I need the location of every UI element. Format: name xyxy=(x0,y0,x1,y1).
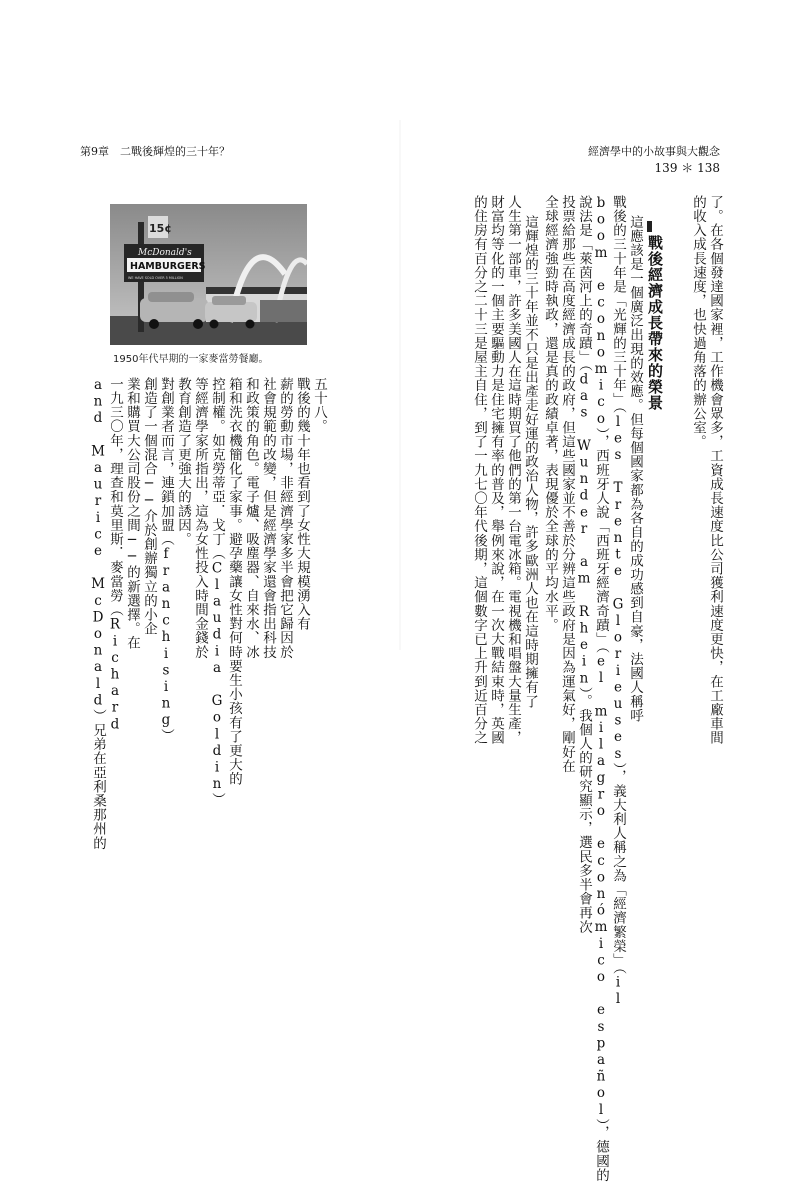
left-text-column: 等經濟學家所指出，這為女性投入時間金錢於 xyxy=(192,377,208,659)
left-text-column: 五十八。 xyxy=(311,377,327,434)
sign-sub-text: WE HAVE SOLD OVER 5 MILLION xyxy=(128,276,183,280)
section-heading: 戰後經濟成長帶來的榮景 xyxy=(646,235,664,411)
right-text-column: 了。在各個發達國家裡，工作機會眾多，工資成長速度比公司獲利速度更快，在工廠車間 xyxy=(707,195,723,745)
section-marker xyxy=(647,221,652,232)
left-text-column: 薪的勞動市場，非經濟學家多半會把它歸因於 xyxy=(277,377,293,659)
right-text-column: 這應該是一個廣泛出現的效應。但每個國家都為各自的成功感到自豪，法國人稱呼 xyxy=(627,215,643,723)
right-text-column: 這輝煌的三十年並不只是出產走好運的政治人物，許多歐洲人也在這時期擁有了 xyxy=(522,215,538,709)
sign-hamburgers-text: HAMBURGERS xyxy=(130,261,206,272)
right-text-column: 說法是「萊茵河上的奇蹟」（das Wunder am Rhein）。我個人的研究顯示，選民多半會再次 xyxy=(576,195,592,934)
right-text-column: 的住房有百分之二十三是屋主自住，到了一九七〇年代後期，這個數字已上升到近百分之 xyxy=(471,195,487,745)
right-text-column: 的收入成長速度，也快過角落的辦公室。 xyxy=(690,195,706,449)
right-text-column: 戰後的三十年是「光輝的三十年」（les Trente Glorieuses），義大利人稱之為「經濟繁榮」（il xyxy=(610,195,626,1008)
restaurant-photo-image xyxy=(110,204,307,345)
book-running-head: 經濟學中的小故事與大觀念 xyxy=(588,145,720,158)
price-sign-text: 15¢ xyxy=(149,222,172,235)
left-text-column: 社會規範的改變，但是經濟學家還會指出科技 xyxy=(260,377,276,659)
left-text-column: 一九三〇年，理查和莫里斯．麥當勞（Richard xyxy=(107,377,123,733)
page-numbers: 139 ＊ 138 xyxy=(654,161,720,175)
mcdonalds-photo xyxy=(110,204,307,345)
right-text-column: 投票給那些在高度經濟成長的政府，但這些國家並不善於分辨這些政府是因為運氣好，剛好在 xyxy=(559,195,575,774)
left-text-column: 和政策的角色。電子爐、吸塵器、自來水、冰 xyxy=(243,377,259,659)
left-text-column: and Maurice McDonald）兄弟在亞利桑那州的 xyxy=(90,377,106,850)
right-text-column: 財富均等化的一個主要驅動力是住宅擁有率的普及，舉例來說，在一次大戰結束時，英國 xyxy=(488,195,504,745)
chapter-running-head: 第9章 二戰後輝煌的三十年？ xyxy=(80,145,230,158)
right-text-column: 人生第一部車，許多美國人在這時期買了他們的第一台電冰箱。電視機和唱盤大量生產， xyxy=(505,195,521,745)
left-page xyxy=(0,0,400,850)
left-text-column: 創造了一個混合──介於創辦獨立的小企 xyxy=(141,377,157,636)
left-text-column: 戰後的幾十年也看到了女性大規模湧入有 xyxy=(294,377,310,631)
left-text-column: 箱和洗衣機簡化了家事。避孕藥讓女性對何時要生小孩有了更大的 xyxy=(226,377,242,786)
sign-top-text: McDonald's xyxy=(138,248,192,258)
left-text-column: 教育創造了更強大的誘因。 xyxy=(175,377,191,547)
right-text-column: 全球經濟強勁時執政，還是真的政績卓著，表現優於全球的平均水平。 xyxy=(542,195,558,633)
photo-caption: 1950年代早期的一家麥當勞餐廳。 xyxy=(113,354,269,365)
left-text-column: 業和購買大公司股份之間──的新選擇。在 xyxy=(124,377,140,650)
left-text-column: 控制權。如克勞蒂亞．戈丁（Claudia Goldin） xyxy=(209,377,225,807)
left-text-column: 對創業者而言，連鎖加盟（franchising） xyxy=(158,377,174,743)
right-text-column: boom economico），西班牙人說「西班牙經濟奇蹟」（el milagro económico español），德國的 xyxy=(593,195,609,1182)
